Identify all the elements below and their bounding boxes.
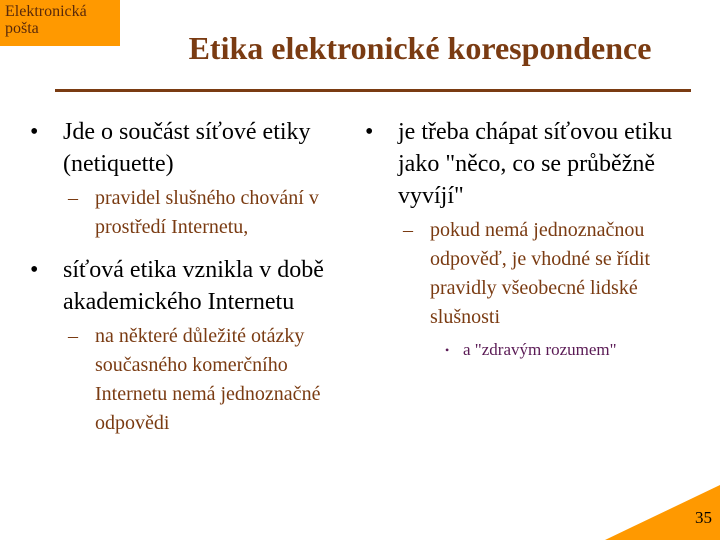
- sub-sub-bullet-item: [445, 338, 710, 362]
- bullet-text: je třeba chápat síťovou etiku jako "něco, co se průběžně vyvíjí": [398, 119, 673, 209]
- sub-bullet-text: na některé důležité otázky současného komerčního Internetu nemá jednoznačné odpovědi: [95, 325, 321, 434]
- page-number: 35: [695, 508, 712, 527]
- section-tag-line-1: Elektronická: [5, 3, 87, 20]
- sub-bullet-text: pokud nemá jednoznačnou odpověď, je vhodné se řídit pravidly všeobecné lidské slušnosti: [430, 219, 651, 328]
- dash-icon: –: [403, 219, 413, 241]
- bullet-dot-icon: •: [365, 119, 374, 145]
- right-column: [365, 116, 710, 362]
- small-dot-icon: •: [445, 343, 450, 357]
- bullet-text: Jde o součást síťové etiky (netiquette): [63, 119, 311, 177]
- bullet-item: [365, 116, 710, 212]
- bullet-item: [30, 254, 360, 318]
- title-underline: [55, 89, 691, 92]
- section-tag-line-2: pošta: [5, 20, 39, 37]
- section-tag: [0, 0, 120, 46]
- bullet-dot-icon: •: [30, 257, 39, 283]
- dash-icon: –: [68, 187, 78, 209]
- slide-title: Etika elektronické korespondence: [188, 30, 652, 66]
- left-column: [30, 116, 360, 438]
- sub-sub-bullet-text: a "zdravým rozumem": [463, 340, 617, 359]
- sub-bullet-item: [68, 184, 360, 242]
- bullet-item: [30, 116, 360, 180]
- bullet-dot-icon: •: [30, 119, 39, 145]
- dash-icon: –: [68, 325, 78, 347]
- bullet-text: síťová etika vznikla v době akademického Internetu: [63, 257, 324, 315]
- sub-bullet-item: [68, 322, 360, 438]
- sub-bullet-item: [403, 216, 710, 332]
- sub-bullet-text: pravidel slušného chování v prostředí Internetu,: [95, 187, 319, 238]
